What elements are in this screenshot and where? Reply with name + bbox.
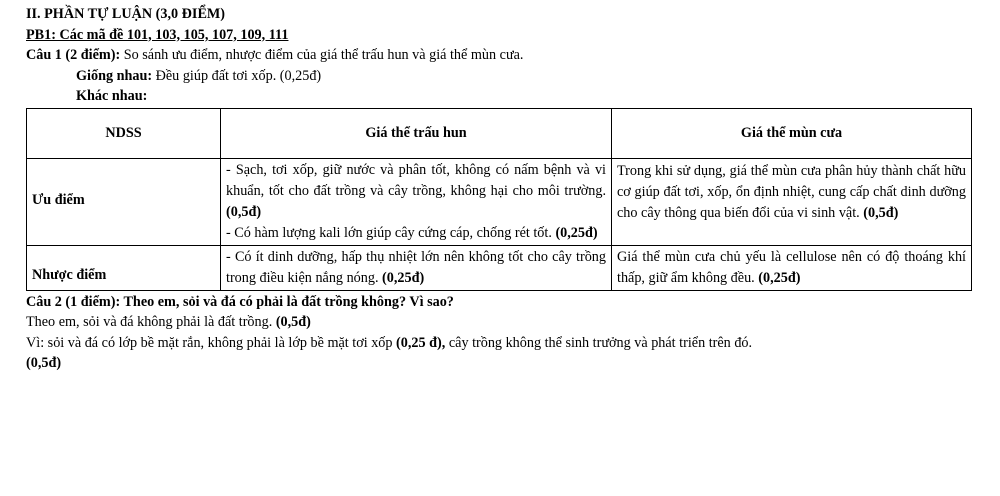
question-1	[26, 45, 976, 66]
table-row	[27, 158, 972, 245]
score: (0,5đ)	[863, 204, 899, 221]
section-title: II. PHẦN TỰ LUẬN (3,0 ĐIỂM)	[26, 6, 226, 22]
cell-text: - Có hàm lượng kali lớn giúp cây cứng cáp, chống rét tốt.	[226, 224, 556, 241]
cell-text: - Có ít dinh dưỡng, hấp thụ nhiệt lớn nên không tốt cho cây trồng trong điều kiện nắng nóng.	[226, 248, 606, 286]
similarity-label: Giống nhau:	[76, 67, 153, 84]
score: (0,25đ)	[555, 224, 598, 241]
answer-text: cây trồng không thể sinh trưởng và phát triển trên đó.	[445, 334, 753, 351]
table-cell	[612, 158, 972, 245]
similarity-line	[26, 66, 976, 87]
table-cell	[612, 245, 972, 290]
difference-label: Khác nhau:	[76, 88, 148, 104]
question-2-answer-2	[26, 333, 976, 354]
comparison-table	[26, 108, 972, 291]
table-header: Giá thể trấu hun	[221, 108, 612, 158]
row-label-disadvantages: Nhược điểm	[27, 245, 221, 290]
table-header: NDSS	[27, 108, 221, 158]
answer-text: Vì: sỏi và đá có lớp bề mặt rắn, không phải là lớp bề mặt tơi xốp	[26, 334, 397, 351]
answer-text: Theo em, sỏi và đá không phải là đất trồng.	[26, 314, 276, 330]
table-header-row	[27, 108, 972, 158]
table-cell	[221, 158, 612, 245]
document	[26, 4, 976, 374]
table-header: Giá thể mùn cưa	[612, 108, 972, 158]
question-2-title: Câu 2 (1 điểm): Theo em, sỏi và đá có phải là đất trồng không? Vì sao?	[26, 293, 454, 310]
score: (0,5đ)	[26, 355, 62, 371]
question-1-label: Câu 1 (2 điểm):	[26, 47, 121, 63]
exam-code-subtitle: PB1: Các mã đề 101, 103, 105, 107, 109, 111	[26, 26, 289, 43]
row-label-advantages: Ưu điểm	[27, 158, 221, 245]
similarity-text: Đều giúp đất tơi xốp. (0,25đ)	[152, 67, 322, 84]
table-row	[27, 245, 972, 290]
table-cell	[221, 245, 612, 290]
score: (0,5đ)	[226, 203, 262, 220]
cell-text: Giá thể mùn cưa chủ yếu là cellulose nên có độ thoáng khí thấp, giữ ẩm không đều.	[617, 248, 966, 286]
score: (0,25 đ),	[396, 334, 446, 351]
cell-text: - Sạch, tơi xốp, giữ nước và phân tốt, không có nấm bệnh và vi khuẩn, tốt cho đất trồng và cây trồng, không hại cho môi trường.	[226, 161, 606, 199]
question-1-text: So sánh ưu điểm, nhược điểm của giá thể trấu hun và giá thể mùn cưa.	[120, 47, 524, 63]
score: (0,5đ)	[275, 314, 311, 330]
score: (0,25đ)	[758, 269, 801, 286]
cell-text: Trong khi sử dụng, giá thể mùn cưa phân hủy thành chất hữu cơ giúp đất tơi, xốp, ổn định nhiệt, cung cấp chất dinh dưỡng cho cây thông qua biến đổi của vi sinh vật.	[617, 162, 966, 221]
question-2-answer-1	[26, 312, 976, 333]
score: (0,25đ)	[382, 269, 425, 286]
